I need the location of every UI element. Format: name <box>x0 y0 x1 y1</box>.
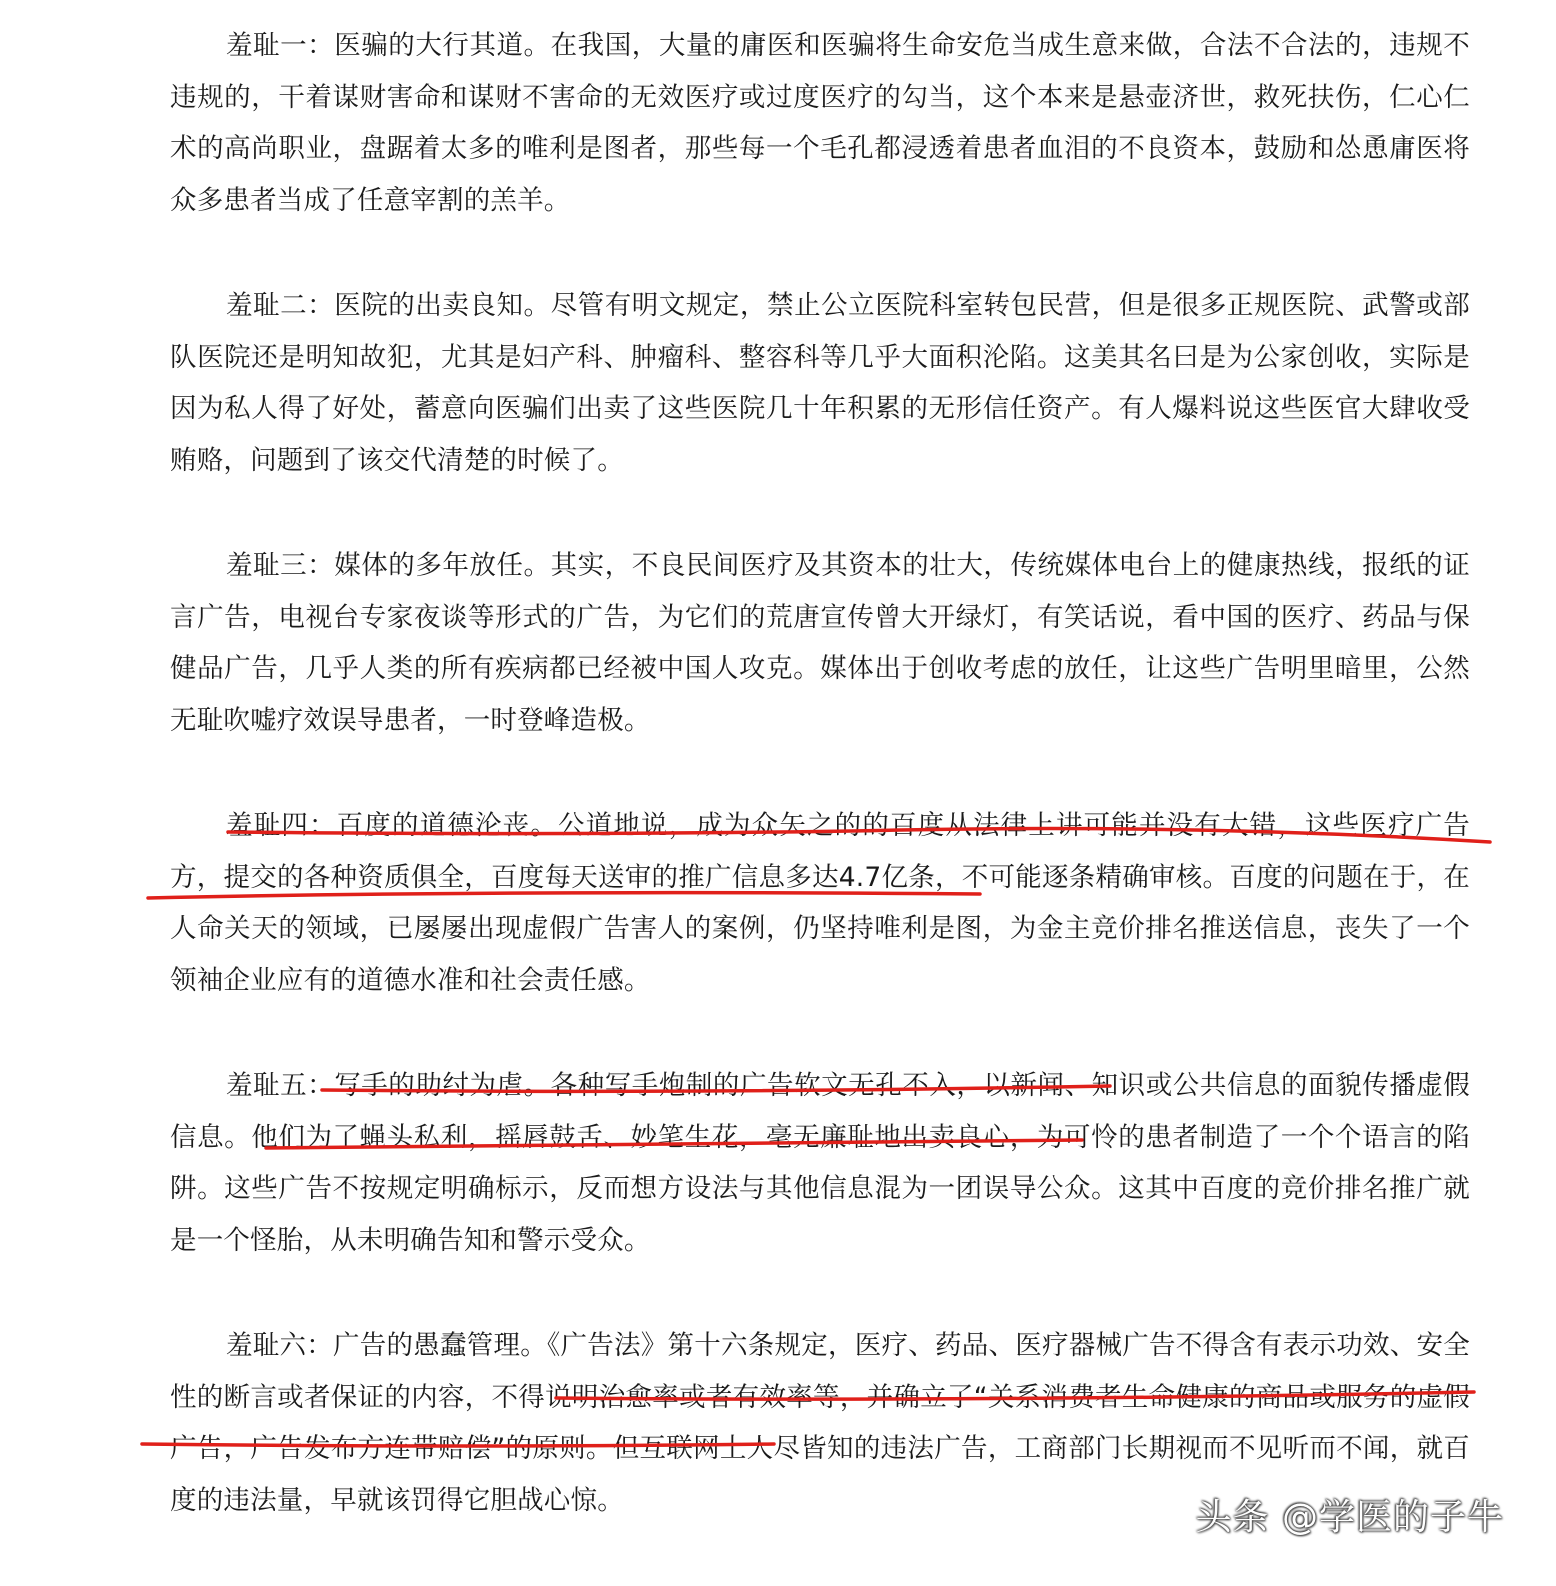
paragraph-shame-2: 羞耻二：医院的出卖良知。尽管有明文规定，禁止公立医院科室转包民营，但是很多正规医院、武警或部队医院还是明知故犯，尤其是妇产科、肿瘤科、整容科等几乎大面积沦陷。这美其名曰是为公家创收，实际是因为私人得了好处，蓄意向医骗们出卖了这些医院几十年积累的无形信任资产。有人爆料说这些医官大肆收受贿赂，问题到了该交代清楚的时候了。 <box>170 290 1470 476</box>
paragraph-shame-4: 羞耻四：百度的道德沦丧。公道地说，成为众矢之的的百度从法律上讲可能并没有大错，这些医疗广告方，提交的各种资质俱全，百度每天送审的推广信息多达4.7亿条，不可能逐条精确审核。百度的问题在于，在人命关天的领域，已屡屡出现虚假广告害人的案例，仍坚持唯利是图，为金主竞价排名推送信息，丧失了一个领袖企业应有的道德水准和社会责任感。 <box>170 810 1470 996</box>
watermark-text: 头条 @学医的子牛 <box>1195 1497 1504 1538</box>
paragraph-shame-5: 羞耻五：写手的助纣为虐。各种写手炮制的广告软文无孔不入，以新闻、知识或公共信息的面貌传播虚假信息。他们为了蝇头私利，摇唇鼓舌、妙笔生花，毫无廉耻地出卖良心，为可怜的患者制造了一个个语言的陷阱。这些广告不按规定明确标示，反而想方设法与其他信息混为一团误导公众。这其中百度的竞价排名推广就是一个怪胎，从未明确告知和警示受众。 <box>170 1070 1470 1256</box>
paragraph-shame-3: 羞耻三：媒体的多年放任。其实，不良民间医疗及其资本的壮大，传统媒体电台上的健康热线，报纸的证言广告，电视台专家夜谈等形式的广告，为它们的荒唐宣传曾大开绿灯，有笑话说，看中国的医疗、药品与保健品广告，几乎人类的所有疾病都已经被中国人攻克。媒体出于创收考虑的放任，让这些广告明里暗里，公然无耻吹嘘疗效误导患者，一时登峰造极。 <box>170 550 1470 736</box>
paragraph-shame-1: 羞耻一：医骗的大行其道。在我国，大量的庸医和医骗将生命安危当成生意来做，合法不合法的，违规不违规的，干着谋财害命和谋财不害命的无效医疗或过度医疗的勾当，这个本来是悬壶济世，救死扶伤，仁心仁术的高尚职业，盘踞着太多的唯利是图者，那些每一个毛孔都浸透着患者血泪的不良资本，鼓励和怂恿庸医将众多患者当成了任意宰割的羔羊。 <box>170 30 1470 216</box>
paragraph-shame-6: 羞耻六：广告的愚蠢管理。《广告法》第十六条规定，医疗、药品、医疗器械广告不得含有表示功效、安全性的断言或者保证的内容，不得说明治愈率或者有效率等，并确立了“关系消费者生命健康的商品或服务的虚假广告，广告发布方连带赔偿”的原则。但互联网上人尽皆知的违法广告，工商部门长期视而不见听而不闻，就百度的违法量，早就该罚得它胆战心惊。 <box>170 1330 1470 1516</box>
article-body <box>170 20 1470 1580</box>
